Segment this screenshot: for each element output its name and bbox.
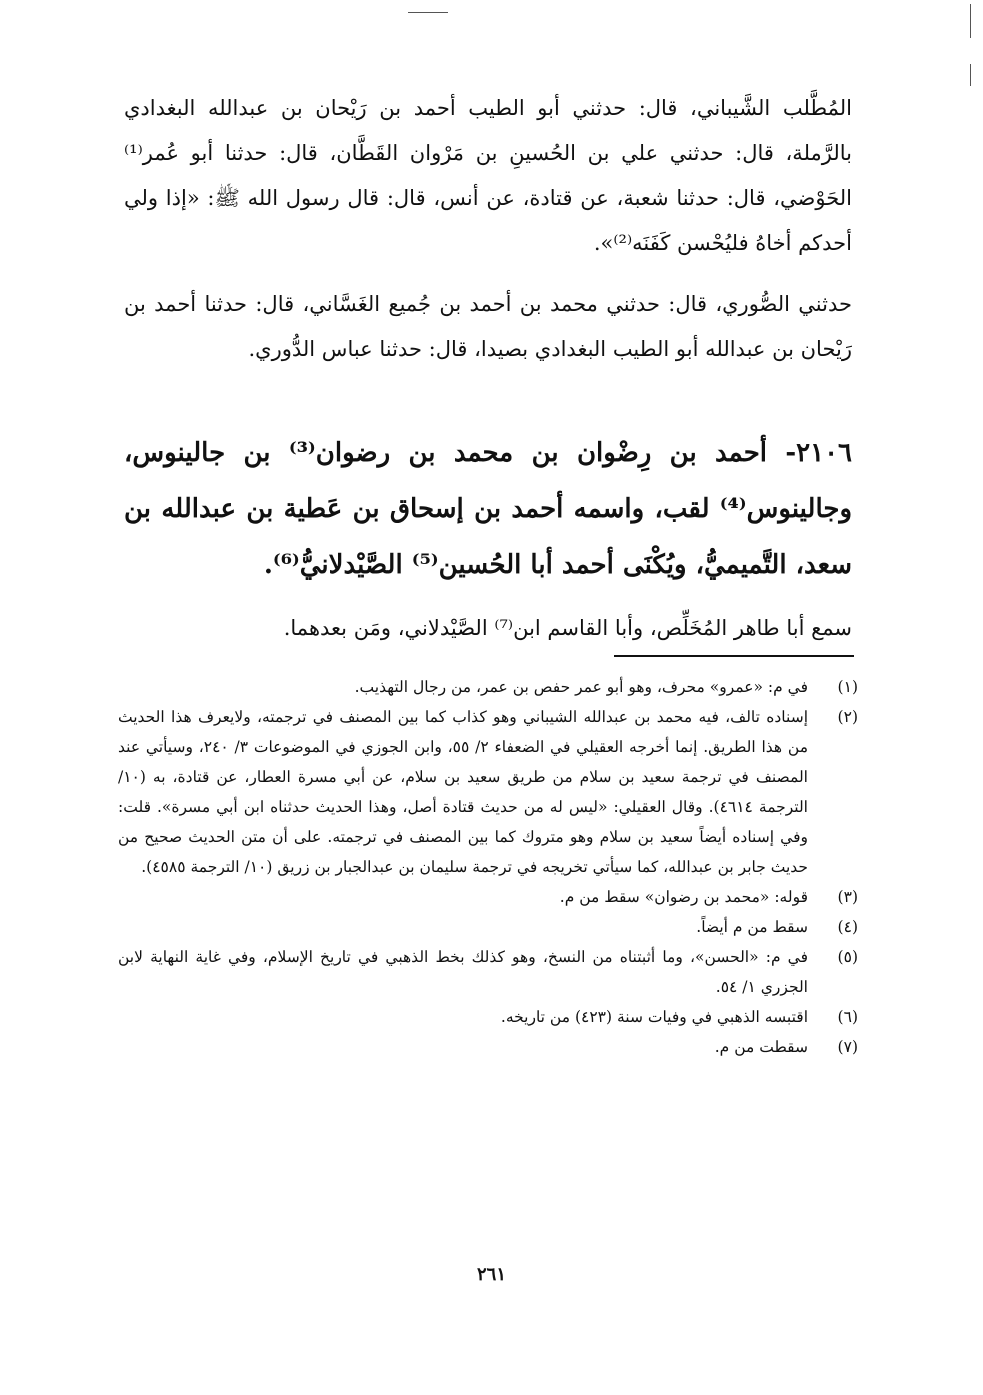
footnote-number: (٧): [837, 1038, 858, 1056]
footnote-text: قوله: «محمد بن رضوان» سقط من م.: [559, 888, 808, 906]
footnote-separator: [614, 655, 854, 657]
entry-heading-text: ٢١٠٦- أحمد بن رِضْوان بن محمد بن رضوان⁽³⁾ بن جالينوس، وجالينوس⁽⁴⁾ لقب، واسمه أحمد بن إسحاق بن عَطية بن عبدالله بن سعد، التَّميميُّ، ويُكْنَى أحمد أبا الحُسين⁽⁵⁾ الصَّيْدلانيُّ⁽⁶⁾.: [124, 438, 853, 580]
footnote-item: [118, 1032, 858, 1062]
scan-mark-top: [408, 12, 448, 13]
footnote-text: إسناده تالف، فيه محمد بن عبدالله الشيباني وهو كذاب كما بين المصنف في ترجمته، ولايعرف هذا الحديث من هذا الطريق. إنما أخرجه العقيلي في الضعفاء ٢/ ٥٥، وابن الجوزي في الموضوعات ٣/ ٢٤٠، وسيأتي عند المصنف في ترجمة سعيد بن سلام من طريق سعيد بن سلام، عن أبي مسرة العطار، عن قتادة، به (١٠/ الترجمة ٤٦١٤). وقال العقيلي: «ليس له من حديث قتادة أصل، وهذا الحديث حدثناه ابن أبي مسرة». قلت: وفي إسناده أيضاً سعيد بن سلام وهو متروك كما بين المصنف في ترجمته. على أن متن الحديث صحيح من حديث جابر بن عبدالله، كما سيأتي تخريجه في ترجمة سليمان بن عبدالجبار بن زريق (١٠/ الترجمة ٤٥٨٥).: [118, 708, 808, 876]
footnote-text: سقطت من م.: [714, 1038, 808, 1056]
footnote-number: (٦): [837, 1008, 858, 1026]
footnote-number: (٣): [837, 888, 858, 906]
footnote-number: (٢): [837, 708, 858, 726]
footnote-text: في م: «عمرو» محرف، وهو أبو عمر حفص بن عمر، من رجال التهذيب.: [354, 678, 808, 696]
second-paragraph: [124, 282, 852, 372]
paragraph-text: حدثني الصُّوري، قال: حدثني محمد بن أحمد بن جُميع الغَسَّاني، قال: حدثنا أحمد بن رَيْحان بن عبدالله أبو الطيب البغدادي بصيدا، قال: حدثنا عباس الدُّوري.: [124, 292, 852, 361]
footnotes: [118, 672, 858, 1062]
footnote-item: [118, 702, 858, 882]
paragraph-text: المُطَّلب الشَّيباني، قال: حدثني أبو الطيب أحمد بن رَيْحان بن عبدالله البغدادي بالرَّملة، قال: حدثني علي بن الحُسينِ بن مَرْوان القَطَّان، قال: حدثنا أبو عُمر⁽¹⁾ الحَوْضي، قال: حدثنا شعبة، عن قتادة، عن أنس، قال: قال رسول الله ﷺ: «إذا ولي أحدكم أخاهُ فليُحْسن كَفَنَه⁽²⁾».: [124, 96, 852, 255]
paragraph-text: سمع أبا طاهر المُخَلِّص، وأبا القاسم ابن⁽⁷⁾ الصَّيْدلاني، ومَن بعدهما.: [283, 616, 852, 640]
scan-mark-right-2: [970, 64, 971, 86]
footnote-number: (١): [837, 678, 858, 696]
footnote-item: [118, 912, 858, 942]
footnote-number: (٤): [837, 918, 858, 936]
footnote-item: [118, 1002, 858, 1032]
footnote-item: [118, 672, 858, 702]
page-number: ٢٦١: [476, 1264, 506, 1285]
footnote-item: [118, 882, 858, 912]
footnote-number: (٥): [837, 948, 858, 966]
footnote-item: [118, 942, 858, 1002]
scan-mark-right-1: [970, 4, 971, 38]
isnad-paragraph: [124, 86, 852, 266]
footnote-text: اقتبسه الذهبي في وفيات سنة (٤٢٣) من تاريخه.: [500, 1008, 808, 1026]
third-paragraph: [124, 606, 852, 651]
footnote-text: في م: «الحسن»، وما أثبتناه من النسخ، وهو كذلك بخط الذهبي في تاريخ الإسلام، وفي غاية النهاية لابن الجزري ١/ ٥٤.: [118, 948, 808, 996]
footnote-text: سقط من م أيضاً.: [696, 918, 808, 936]
entry-heading: [124, 425, 852, 593]
